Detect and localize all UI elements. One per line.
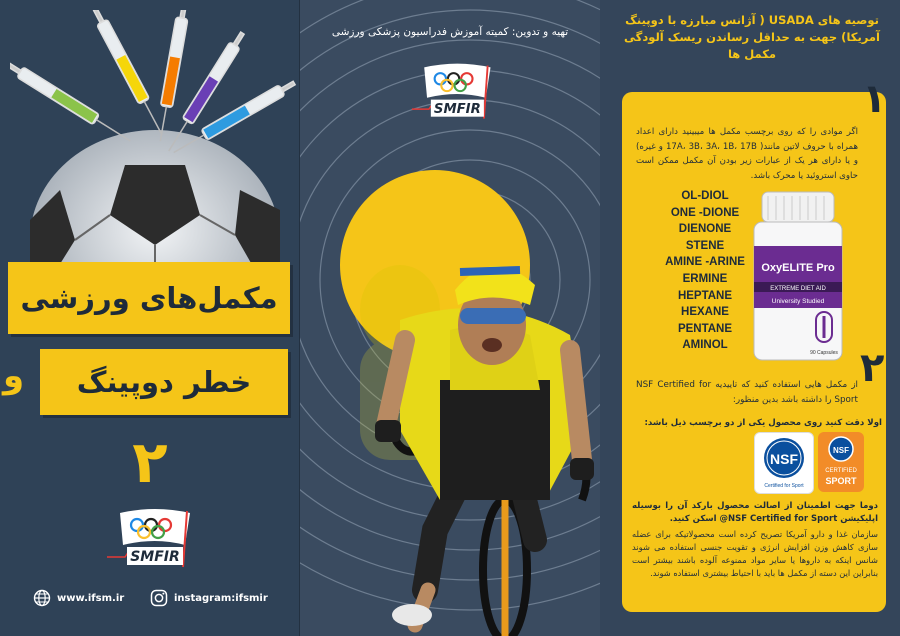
- federation-logo: [105, 505, 200, 575]
- closing-text: سازمان غذا و دارو آمریکا تصریح کرده است محصولاتیکه برای عضله سازی کاهش وزن افزایش انرژی و تقویت جنسی استفاده می شوند شانس اینکه به داروها یا سایر مواد ممنوعه آلوده باشند بیشتر است بنابراین این دسته از مکمل ها باید با احتیاط بیشتری استفاده شوند.: [632, 529, 878, 578]
- credit-line: تهیه و تدوین: کمیته آموزش فدراسیون پزشکی ورزشی: [331, 26, 569, 38]
- section-1-number: ۱: [862, 76, 887, 122]
- chemical-suffix: DIENONE: [678, 223, 732, 236]
- nsf-certified-badge: [754, 432, 814, 494]
- bottle-study: University Studied: [771, 298, 825, 305]
- chemical-suffix: STENE: [685, 239, 725, 252]
- website-contact[interactable]: [33, 588, 124, 608]
- title-conjunction: و: [3, 356, 25, 396]
- section-2-text: از مکمل هایی استفاده کنید که تاییدیه NSF Certified for Sport را داشته باشد بدین منظور:: [636, 380, 859, 405]
- issue-number: ۲: [132, 428, 168, 496]
- certified-label: CERTIFIED: [825, 468, 857, 474]
- first-step-text: اولا دقت کنید روی محصول یکی از دو برچسب ذیل باشد:: [644, 418, 882, 428]
- bottle-count: 90 Capsules: [810, 350, 838, 356]
- section-1-text: اگر موادی را که روی برچسب مکمل ها میبینید دارای اعداد همراه با حروف لاتین مانند( 17A، 3B، 3A، 1B، 17B و غیره) و یا دارای هر یک از عبارات زیر بودن آن مکمل ممکن است حاوی استروئید یا محرک باشد.: [636, 127, 858, 181]
- nsf-caption: Certified for Sport: [764, 483, 804, 489]
- logo-text: SMFIR: [130, 549, 180, 565]
- supplement-bottle-image: [748, 190, 848, 362]
- middle-panel: [300, 0, 600, 636]
- instagram-handle: instagram:ifsmir: [174, 592, 268, 604]
- second-step-text: دوما جهت اطمینان از اصالت محصول بارکد آن را بوسیله اپلیکیشن NSF Certified for Sport@ اسکن کنید.: [632, 501, 878, 524]
- chemical-suffix: HEPTANE: [677, 289, 733, 302]
- certified-sport-badge: [818, 432, 864, 492]
- chemical-suffix: PENTANE: [677, 322, 733, 335]
- instagram-contact[interactable]: [150, 588, 268, 608]
- chemical-suffix: AMINE -ARINE: [665, 256, 745, 269]
- chemical-suffix-list: [650, 188, 760, 354]
- chemical-suffix: ERMINE: [682, 272, 728, 285]
- chemical-suffix: HEXANE: [681, 306, 729, 319]
- chemical-suffix: ONE -DIONE: [670, 206, 740, 219]
- title-line-2: خطر دوپینگ: [40, 349, 288, 415]
- bottle-brand: OxyELITE Pro: [761, 262, 835, 274]
- section-2-number: ۲: [860, 345, 885, 391]
- middle-logo-text: SMFIR: [433, 101, 481, 117]
- globe-icon: [33, 589, 51, 607]
- instagram-icon: [150, 589, 168, 607]
- syringes-illustration: [10, 10, 300, 170]
- title-line-1: مکمل‌های ورزشی: [8, 262, 290, 334]
- recommendations-title: توصیه های USADA ( آژانس مبارزه با دوپینگ آمریکا) جهت به حداقل رساندن ریسک آلودگی مکمل ها: [624, 13, 880, 61]
- chemical-suffix: AMINOL: [682, 339, 728, 352]
- cover-panel: [0, 0, 300, 636]
- nsf-label: NSF: [770, 451, 798, 467]
- certified-nsf-text: NSF: [833, 446, 849, 455]
- certified-sport-text: SPORT: [825, 476, 857, 486]
- bottle-subtitle: EXTREME DIET AID: [770, 286, 826, 292]
- cyclist-illustration: [320, 230, 600, 636]
- chemical-suffix: OL-DIOL: [681, 190, 729, 202]
- middle-logo: [410, 58, 500, 130]
- website-url: www.ifsm.ir: [57, 592, 125, 604]
